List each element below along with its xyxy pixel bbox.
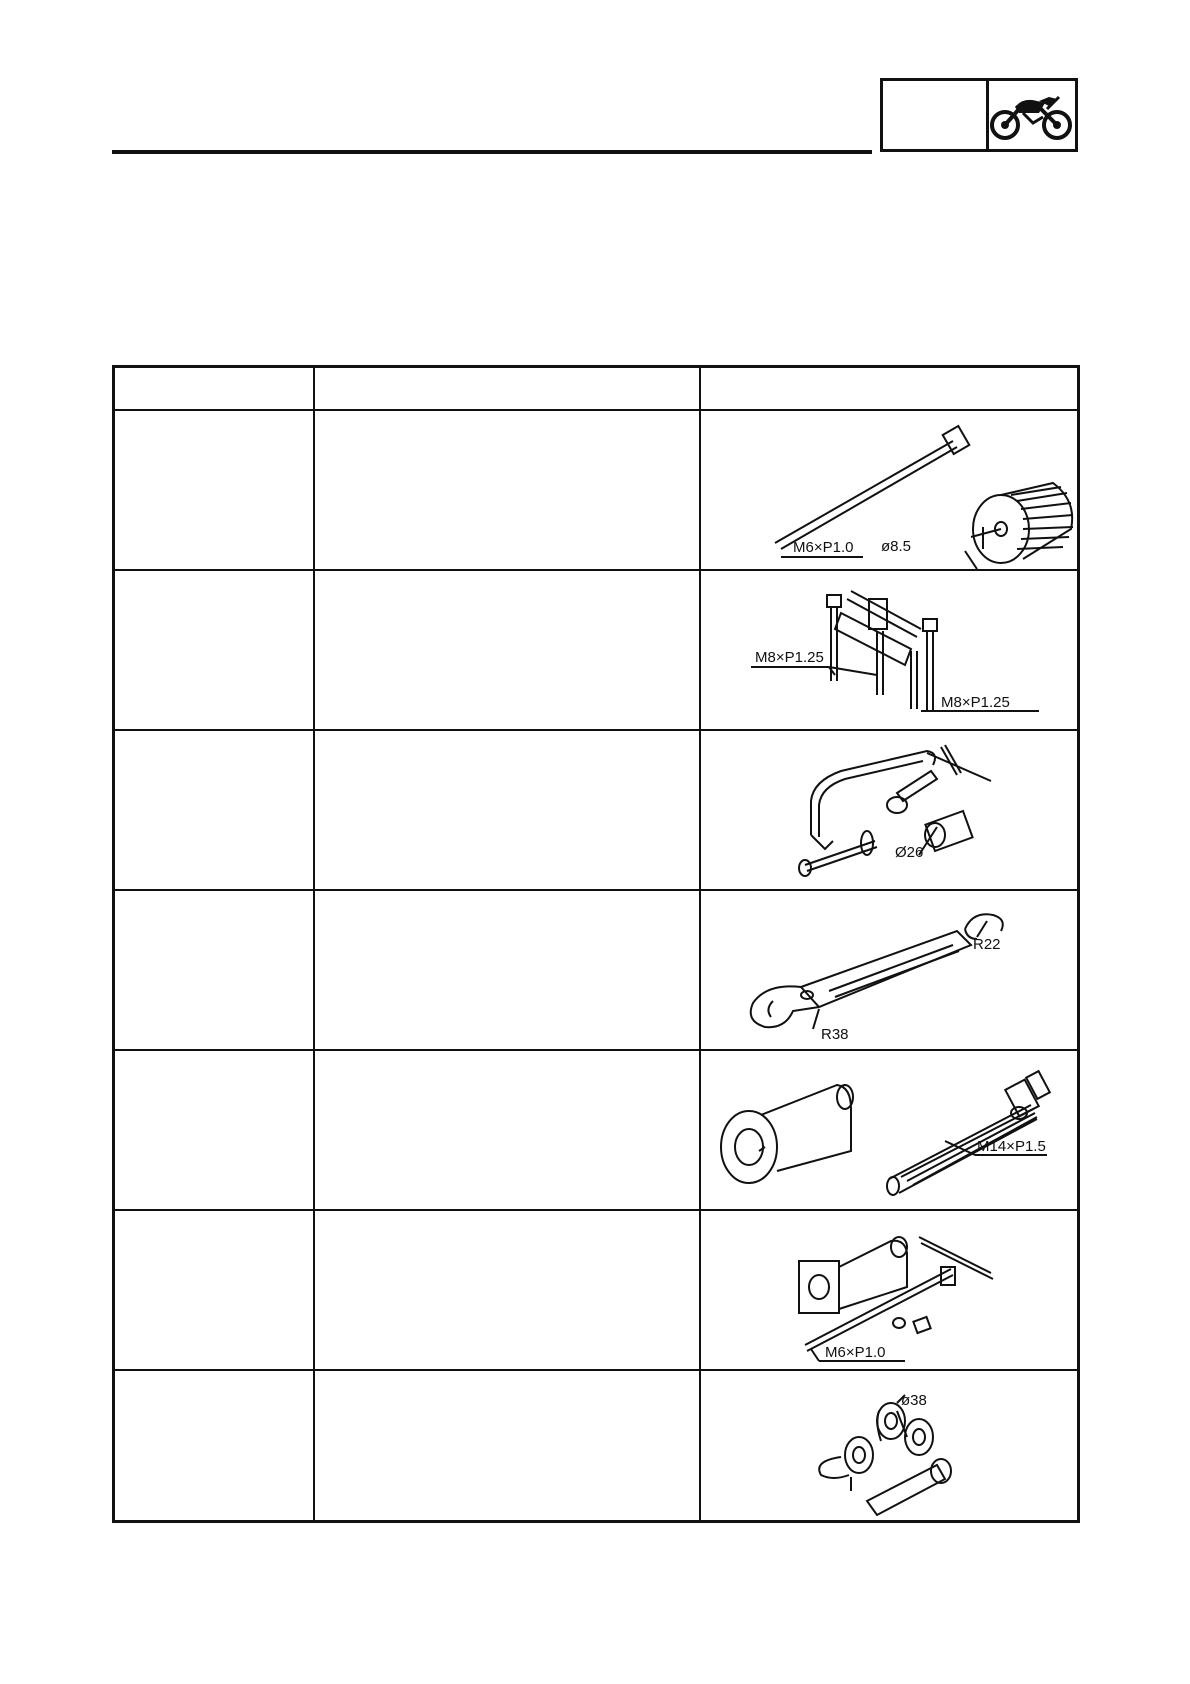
- column-divider: [313, 571, 315, 729]
- tool-illustration-cell: [701, 571, 1081, 729]
- dimension-label: M6×P1.0: [825, 1344, 886, 1361]
- dimension-label: M6×P1.0: [793, 539, 854, 556]
- column-divider: [313, 891, 315, 1049]
- tool-illustration-cell: [701, 411, 1081, 569]
- crankcase-separating-tool-illustration: [701, 1211, 1081, 1369]
- fork-seal-driver-illustration: [701, 1371, 1081, 1529]
- dimension-label: M8×P1.25: [755, 649, 824, 666]
- tool-illustration-cell: [701, 1211, 1081, 1369]
- table-row: [115, 1371, 1077, 1523]
- tool-illustration-cell: [701, 731, 1081, 889]
- column-divider: [313, 1371, 315, 1523]
- table-row: [115, 411, 1077, 571]
- dimension-label: Ø26: [895, 844, 924, 861]
- column-divider: [313, 1211, 315, 1369]
- table-row: [115, 571, 1077, 731]
- column-divider: [313, 411, 315, 569]
- table-row: [115, 1211, 1077, 1371]
- column-divider: [313, 731, 315, 889]
- dimension-label: R38: [821, 1026, 849, 1043]
- table-header-row: [115, 368, 1077, 411]
- column-divider: [313, 1051, 315, 1209]
- tool-illustration-cell: [701, 891, 1081, 1049]
- dimension-label: R22: [973, 936, 1001, 953]
- tool-illustration-cell: [701, 1051, 1081, 1209]
- table-row: [115, 1051, 1077, 1211]
- table-row: [115, 891, 1077, 1051]
- tool-illustration-cell: [701, 1371, 1081, 1523]
- section-icon-cell: [989, 81, 1075, 149]
- dimension-label: M8×P1.25: [941, 694, 1010, 711]
- dimension-label: ø8.5: [881, 538, 912, 555]
- valve-spring-compressor-illustration: [701, 731, 1081, 889]
- section-code-cell: [883, 81, 989, 149]
- table-row: [115, 731, 1077, 891]
- steering-nut-wrench-illustration: [701, 891, 1081, 1049]
- special-tools-table: [112, 365, 1080, 1523]
- section-badge: [880, 78, 1078, 152]
- bearing-installer-illustration: [701, 1051, 1081, 1209]
- column-divider: [699, 368, 701, 409]
- slide-hammer-illustration: [701, 411, 1081, 569]
- motorcycle-icon: [989, 87, 1075, 143]
- flywheel-puller-illustration: [701, 571, 1081, 729]
- column-divider: [313, 368, 315, 409]
- dimension-label: M14×P1.5: [977, 1138, 1046, 1155]
- header-rule: [112, 150, 872, 154]
- dimension-label: ø38: [901, 1392, 927, 1409]
